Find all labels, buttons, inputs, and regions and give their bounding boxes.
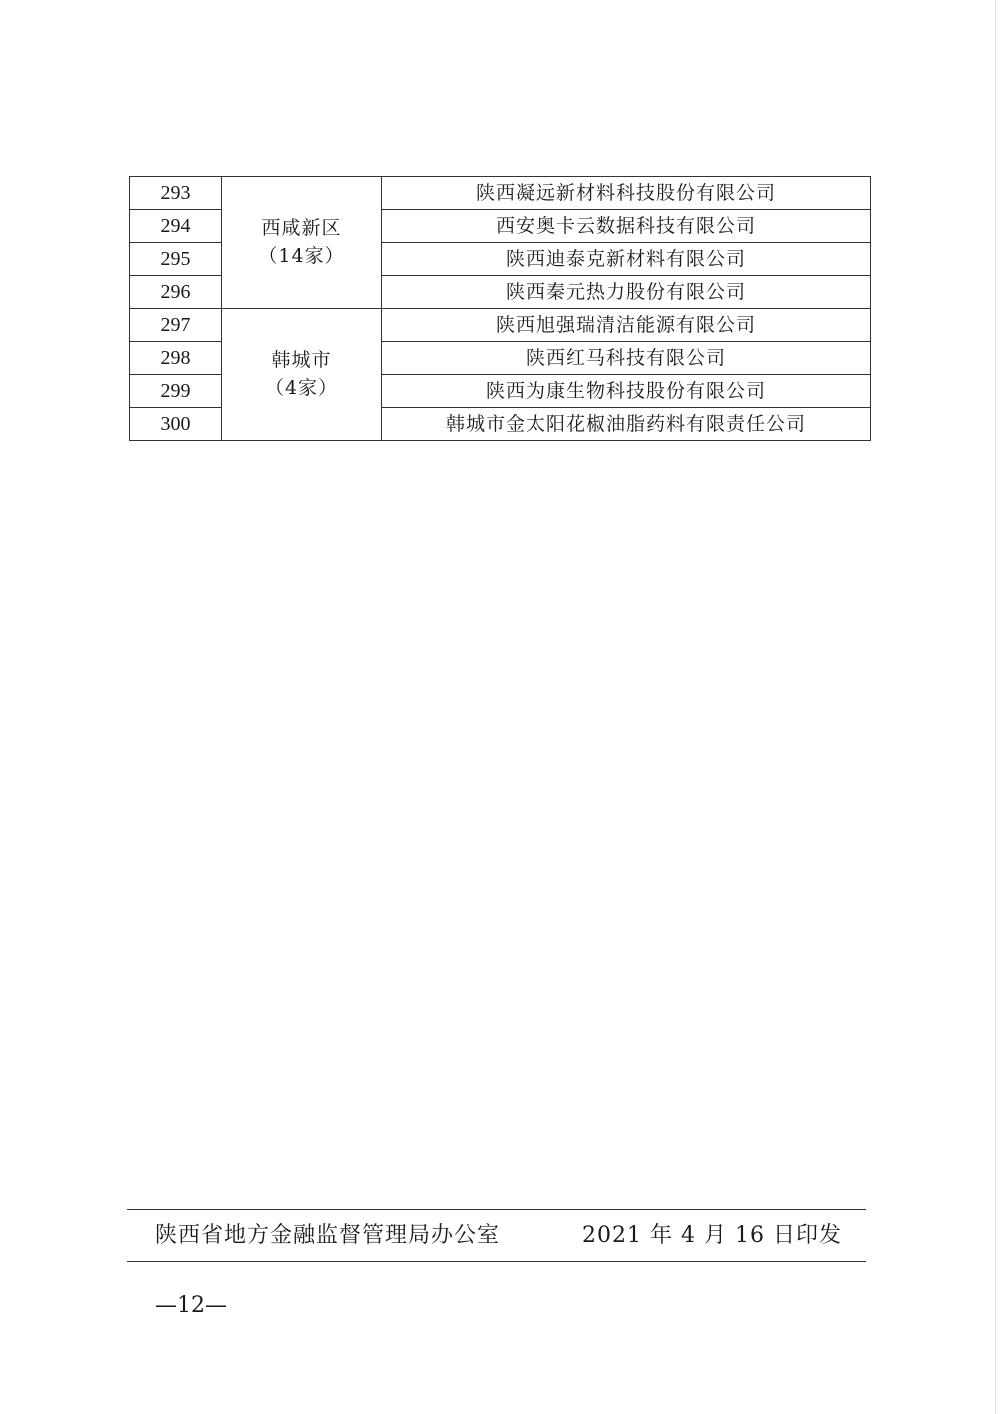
company-name: 韩城市金太阳花椒油脂药料有限责任公司 bbox=[382, 408, 871, 441]
page-number: —12— bbox=[155, 1293, 227, 1318]
issuer-name: 陕西省地方金融监督管理局办公室 bbox=[155, 1223, 501, 1248]
company-list-table bbox=[129, 176, 871, 441]
company-name: 西安奥卡云数据科技有限公司 bbox=[382, 210, 871, 243]
company-name: 陕西迪泰克新材料有限公司 bbox=[382, 243, 871, 276]
company-name: 陕西旭强瑞清洁能源有限公司 bbox=[382, 309, 871, 342]
row-number: 293 bbox=[130, 177, 222, 210]
table-row bbox=[130, 309, 871, 342]
region-name: 韩城市 bbox=[271, 348, 332, 371]
region-cell-hancheng bbox=[222, 309, 382, 441]
row-number: 298 bbox=[130, 342, 222, 375]
row-number: 299 bbox=[130, 375, 222, 408]
region-cell-xixian bbox=[222, 177, 382, 309]
footer-top-rule bbox=[127, 1209, 866, 1210]
company-name: 陕西红马科技有限公司 bbox=[382, 342, 871, 375]
row-number: 295 bbox=[130, 243, 222, 276]
page-edge bbox=[995, 0, 996, 1414]
row-number: 300 bbox=[130, 408, 222, 441]
row-number: 294 bbox=[130, 210, 222, 243]
region-name: 西咸新区 bbox=[261, 216, 342, 239]
company-name: 陕西秦元热力股份有限公司 bbox=[382, 276, 871, 309]
row-number: 297 bbox=[130, 309, 222, 342]
company-name: 陕西凝远新材料科技股份有限公司 bbox=[382, 177, 871, 210]
row-number: 296 bbox=[130, 276, 222, 309]
region-count: （14家） bbox=[258, 244, 345, 267]
footer-bottom-rule bbox=[127, 1261, 866, 1262]
region-count: （4家） bbox=[264, 376, 339, 399]
table-row bbox=[130, 177, 871, 210]
company-name: 陕西为康生物科技股份有限公司 bbox=[382, 375, 871, 408]
issue-date: 2021 年 4 月 16 日印发 bbox=[582, 1223, 842, 1248]
